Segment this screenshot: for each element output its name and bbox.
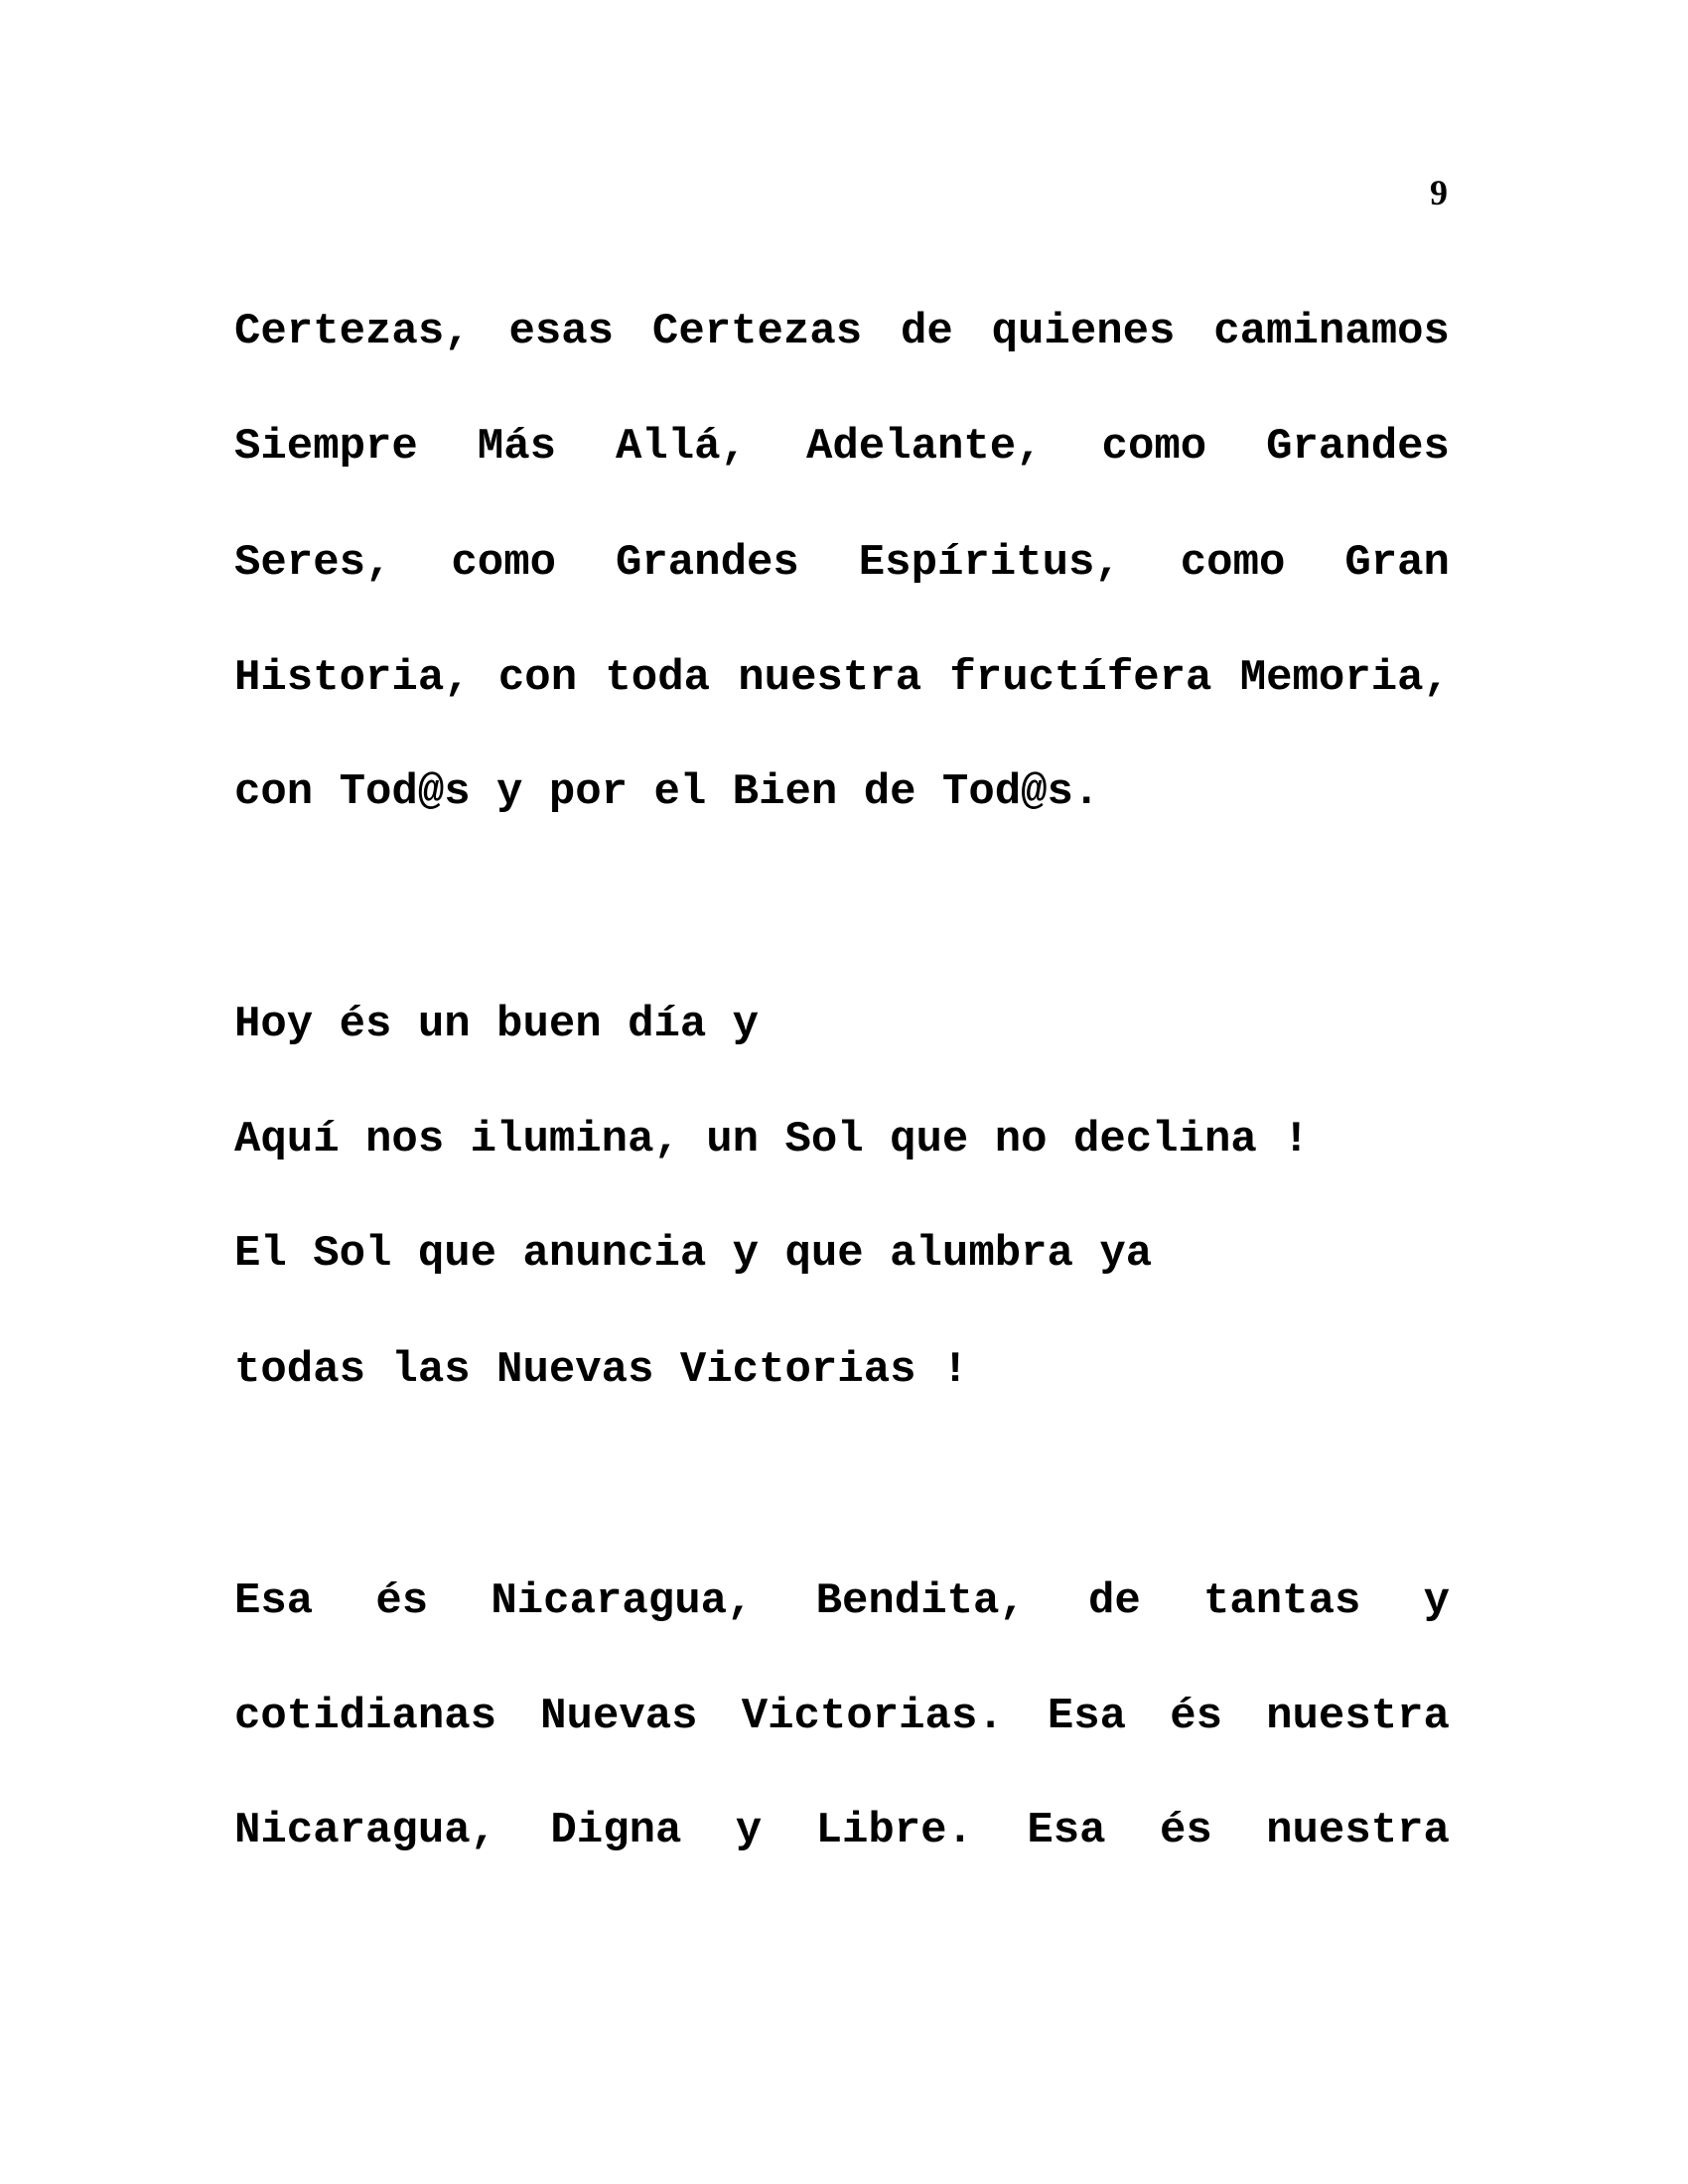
word: Adelante, [805, 422, 1043, 472]
word: Libre. [815, 1806, 973, 1855]
paragraph-1-line-3 [234, 538, 1450, 588]
word: Memoria, [1239, 653, 1450, 703]
word: como [451, 538, 557, 588]
word: fructífera [949, 653, 1212, 703]
paragraph-2-line-1: Hoy és un buen día y [234, 1000, 760, 1049]
word: Certezas [651, 307, 863, 356]
word: Nuevas [540, 1692, 698, 1741]
word: Digna [550, 1806, 682, 1855]
word: Victorias. [741, 1692, 1004, 1741]
word: Esa [1047, 1692, 1127, 1741]
word: Historia, [234, 653, 471, 703]
paragraph-3-line-3 [234, 1806, 1450, 1855]
paragraph-2-line-4: todas las Nuevas Victorias ! [234, 1345, 969, 1395]
paragraph-1-line-2 [234, 422, 1450, 472]
word: esas [508, 307, 615, 356]
word: Gran [1344, 538, 1450, 588]
word: como [1180, 538, 1286, 588]
word: toda [605, 653, 711, 703]
word: Esa [234, 1576, 314, 1626]
word: Grandes [1266, 422, 1450, 472]
word: Seres, [234, 538, 392, 588]
paragraph-1-line-5: con Tod@s y por el Bien de Tod@s. [234, 767, 1100, 817]
word: Certezas, [234, 307, 471, 356]
word: con [497, 653, 578, 703]
word: y [735, 1806, 763, 1855]
word: de [1088, 1576, 1141, 1626]
word: Más [477, 422, 557, 472]
word: tantas [1202, 1576, 1361, 1626]
word: Bendita, [815, 1576, 1026, 1626]
paragraph-2-line-2: Aquí nos ilumina, un Sol que no declina ! [234, 1115, 1310, 1164]
word: Allá, [615, 422, 747, 472]
word: és [1170, 1692, 1222, 1741]
paragraph-3-line-2 [234, 1692, 1450, 1741]
word: caminamos [1213, 307, 1450, 356]
word: Esa [1027, 1806, 1106, 1855]
word: Espíritus, [858, 538, 1121, 588]
word: Nicaragua, [491, 1576, 754, 1626]
page-number: 9 [1430, 173, 1448, 212]
paragraph-1-line-1 [234, 307, 1450, 356]
word: y [1423, 1576, 1450, 1626]
word: és [1159, 1806, 1212, 1855]
word: és [375, 1576, 429, 1626]
paragraph-2-line-3: El Sol que anuncia y que alumbra ya [234, 1229, 1153, 1279]
word: Siempre [234, 422, 418, 472]
word: nuestra [1266, 1692, 1450, 1741]
word: quienes [991, 307, 1176, 356]
word: de [900, 307, 953, 356]
word: nuestra [1266, 1806, 1450, 1855]
paragraph-1-line-4 [234, 653, 1450, 703]
paragraph-3-line-1 [234, 1576, 1450, 1626]
word: cotidianas [234, 1692, 497, 1741]
word: Nicaragua, [234, 1806, 497, 1855]
word: como [1101, 422, 1207, 472]
word: Grandes [615, 538, 799, 588]
word: nuestra [738, 653, 922, 703]
